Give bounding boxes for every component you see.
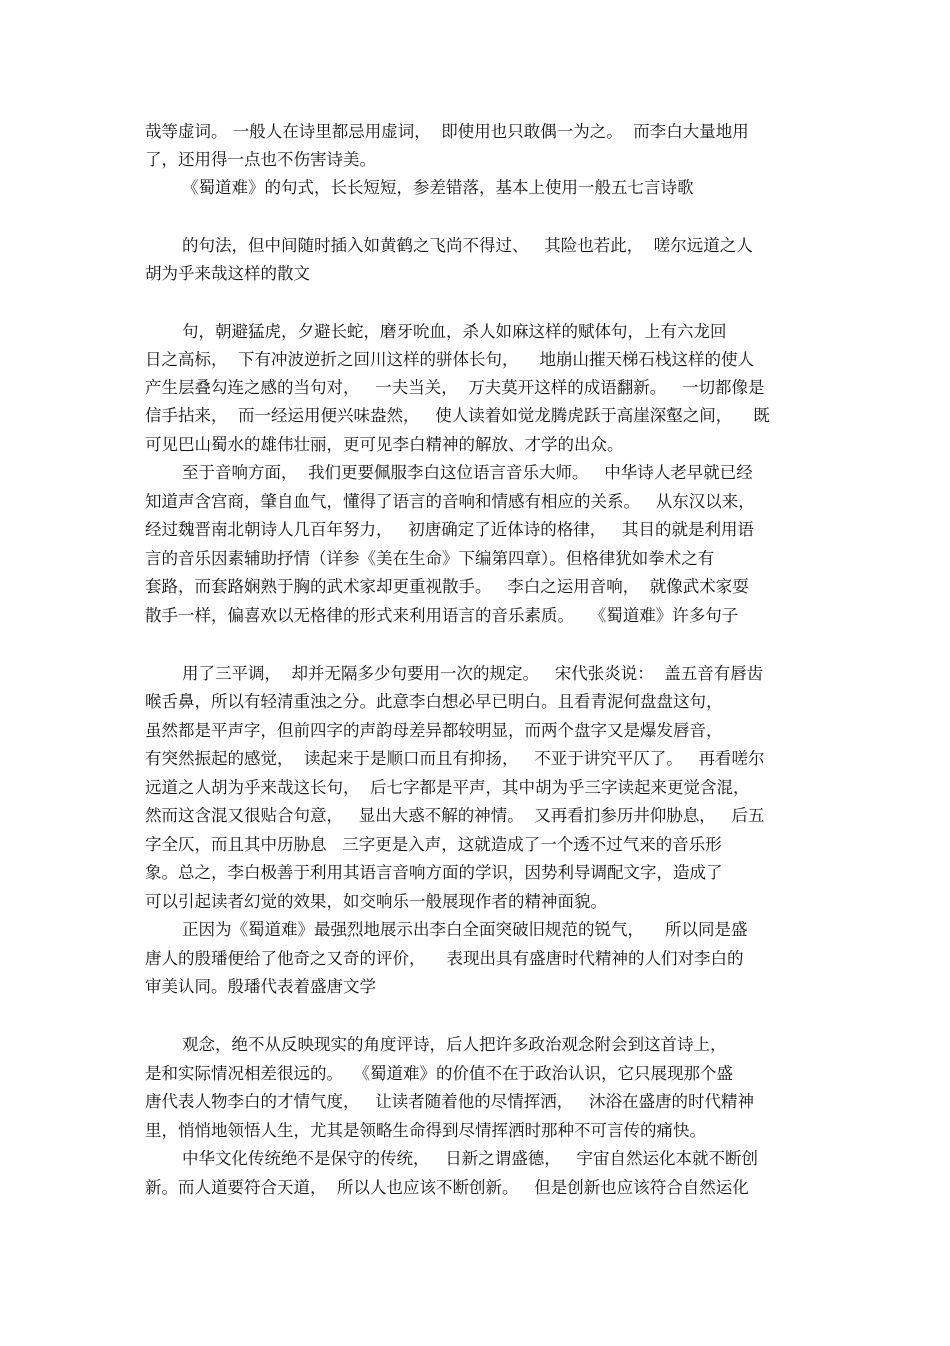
paragraph-start-line: 中华文化传统绝不是保守的传统， 日新之谓盛德， 宇宙自然运化本就不断创 [182,1149,758,1168]
text-line: 虽然都是平声字，但前四字的声韵母差异都较明显，而两个盘字又是爆发唇音， [145,721,723,740]
text-line: 新。而人道要符合天道， 所以人也应该不断创新。 但是创新也应该符合自然运化 [145,1178,749,1197]
text-line: 胡为乎来哉这样的散文 [145,264,310,283]
text-line: 里，悄悄地领悟人生，尤其是领略生命得到尽情挥洒时那种不可言传的痛快。 [145,1121,706,1140]
text-line: 然而这含混又很贴合句意， 显出大惑不解的神情。 又再看扪参历井仰胁息， 后五 [145,806,765,825]
text-line: 唐人的殷璠便给了他奇之又奇的评价， 表现出具有盛唐时代精神的人们对李白的 [145,949,744,968]
paragraph-start-line: 至于音响方面， 我们更要佩服李白这位语言音乐大师。 中华诗人老早就已经 [182,463,753,482]
paragraph-start-line: 《蜀道难》的句式，长长短短，参差错落，基本上使用一般五七言诗歌 [182,178,694,197]
text-line: 可以引起读者幻觉的效果，如交响乐一般展现作者的精神面貌。 [145,892,607,911]
text-line: 散手一样，偏喜欢以无格律的形式来利用语言的音乐素质。 《蜀道难》许多句子 [145,606,739,625]
paragraph-start-line: 句，朝避猛虎，夕避长蛇，磨牙吮血，杀人如麻这样的赋体句，上有六龙回 [182,322,727,341]
text-line: 哉等虚词。 一般人在诗里都忌用虚词， 即使用也只敢偶一为之。 而李白大量地用 [145,122,749,141]
text-line: 言的音乐因素辅助抒情（详参《美在生命》下编第四章）。但格律犹如拳术之有 [145,549,715,568]
text-line: 象。总之，李白极善于利用其语言音响方面的学识，因势利导调配文字，造成了 [145,863,723,882]
text-line: 信手拈来， 而一经运用便兴味盎然， 使人读着如觉龙腾虎跃于高崖深壑之间， 既 [145,406,770,425]
text-line: 字全仄，而且其中历胁息 三字更是入声，这就造成了一个透不过气来的音乐形 [145,835,722,854]
text-line: 知道声含宫商，肇自血气，懂得了语言的音响和情感有相应的关系。 从东汉以来， [145,492,755,511]
text-line: 日之高标， 下有冲波逆折之回川这样的骈体长句， 地崩山摧天梯石栈这样的使人 [145,350,754,369]
text-line: 经过魏晋南北朝诗人几百年努力， 初唐确定了近体诗的格律， 其目的就是利用语 [145,520,754,539]
text-line: 审美认同。殷璠代表着盛唐文学 [145,977,376,996]
text-line: 有突然振起的感觉， 读起来于是顺口而且有抑扬， 不亚于讲究平仄了。 再看嗟尔 [145,749,765,768]
text-line: 套路，而套路娴熟于胸的武术家却更重视散手。 李白之运用音响， 就像武术家耍 [145,577,749,596]
paragraph-start-line: 的句法，但中间随时插入如黄鹤之飞尚不得过、 其险也若此， 嗟尔远道之人 [182,236,753,255]
text-line: 了，还用得一点也不伤害诗美。 [145,150,376,169]
text-line: 是和实际情况相差很远的。 《蜀道难》的价值不在于政治认识，它只展现那个盛 [145,1064,733,1083]
text-line: 产生层叠勾连之感的当句对， 一夫当关， 万夫莫开这样的成语翻新。 一切都像是 [145,378,765,397]
text-line: 喉舌鼻，所以有轻清重浊之分。此意李白想必早已明白。且看青泥何盘盘这句， [145,692,723,711]
paragraph-start-line: 观念，绝不从反映现实的角度评诗，后人把许多政治观念附会到这首诗上， [182,1035,727,1054]
paragraph-start-line: 用了三平调， 却并无隔多少句要用一次的规定。 宋代张炎说： 盖五音有唇齿 [182,664,764,683]
text-line: 唐代表人物李白的才情气度， 让读者随着他的尽情挥洒， 沐浴在盛唐的时代精神 [145,1092,754,1111]
text-line: 远道之人胡为乎来哉这长句， 后七字都是平声，其中胡为乎三字读起来更觉含混， [145,778,750,797]
paragraph-start-line: 正因为《蜀道难》最强烈地展示出李白全面突破旧规范的锐气， 所以同是盛 [182,920,748,939]
text-line: 可见巴山蜀水的雄伟壮丽，更可见李白精神的解放、才学的出众。 [145,435,624,454]
